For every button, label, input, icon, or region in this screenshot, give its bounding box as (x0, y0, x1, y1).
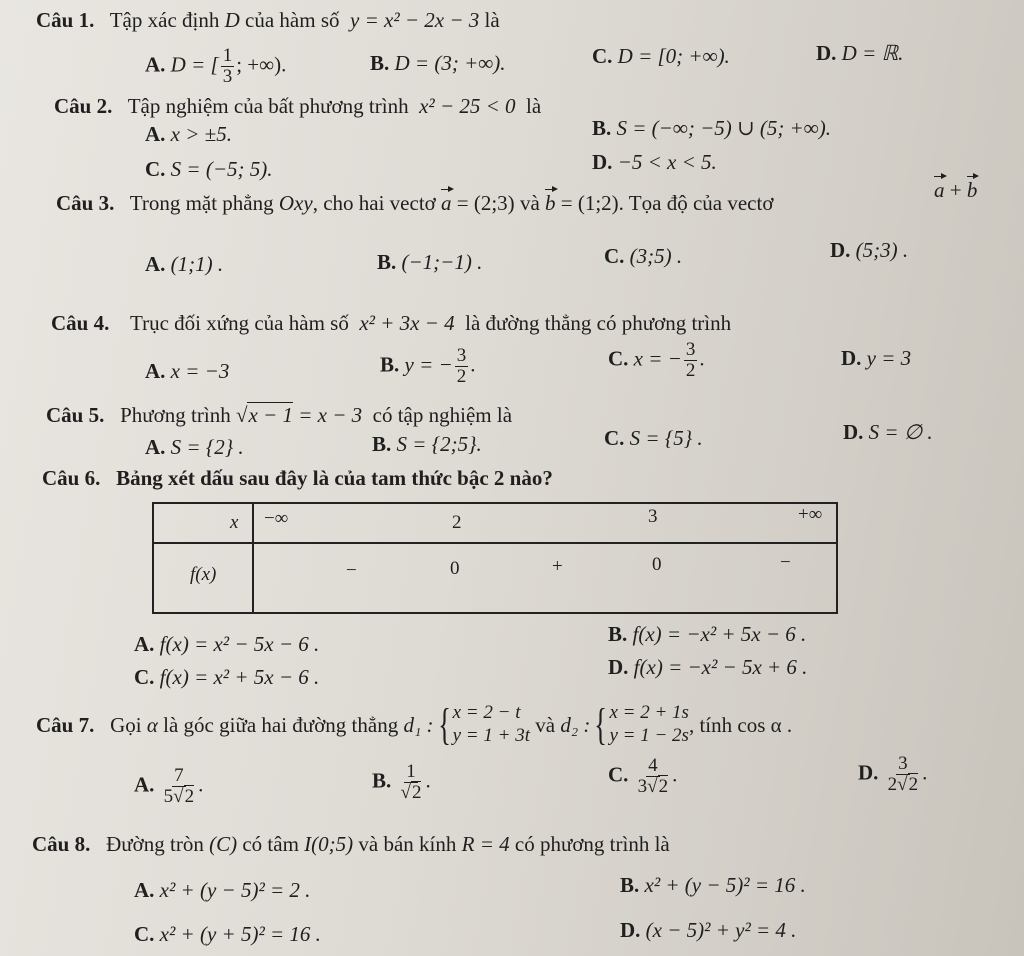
q2-option-d[interactable]: D. −5 < x < 5. (592, 150, 717, 174)
q1-option-a[interactable]: A. D = [ $\frac{1}{3}$ ; +∞). (145, 45, 287, 87)
q7-option-c[interactable]: C. $\frac{4}{3√2}$ . (608, 755, 678, 797)
radicand: x − 1 (248, 403, 293, 427)
x-label: x (230, 512, 239, 533)
fx-label: f(x) (190, 564, 217, 585)
question-8: Câu 8. Đường tròn (C) có tâm I(0;5) và bán kính R = 4 có phương trình là (32, 832, 670, 856)
q4-option-a[interactable]: A. x = −3 (145, 359, 230, 383)
fraction: $\frac{1}{3}$ (222, 45, 233, 87)
plus-infinity: +∞ (798, 504, 823, 525)
q1-option-b[interactable]: B. D = (3; +∞). (370, 51, 506, 75)
vector-sum: a + b (934, 178, 978, 202)
root-2: 2 (452, 512, 462, 533)
sign-3: − (780, 552, 791, 573)
q4-option-d[interactable]: D. y = 3 (841, 346, 912, 370)
vector-b: b (545, 191, 556, 215)
q3-option-b[interactable]: B. (−1;−1) . (377, 250, 483, 274)
question-3: Câu 3. Trong mặt phẳng Oxy, cho hai vectơ a = (2;3) và b = (1;2). Tọa độ của vectơ (56, 191, 774, 215)
q3-option-d[interactable]: D. (5;3) . (830, 238, 909, 262)
q2-option-b[interactable]: B. S = (−∞; −5) ∪ (5; +∞). (592, 116, 831, 140)
q5-option-a[interactable]: A. S = {2} . (145, 435, 244, 459)
root-3: 3 (648, 506, 658, 527)
q7-option-a[interactable]: A. $\frac{7}{5√2}$ . (134, 765, 204, 807)
q3-option-a[interactable]: A. (1;1) . (145, 252, 224, 276)
q1-option-d[interactable]: D. D = ℝ. (816, 41, 904, 65)
question-1: Câu 1. Tập xác định D của hàm số y = x² − 2x − 3 là (36, 8, 500, 32)
q6-option-c[interactable]: C. f(x) = x² + 5x − 6 . (134, 665, 320, 689)
q2-option-c[interactable]: C. S = (−5; 5). (145, 157, 273, 181)
minus-infinity: −∞ (264, 508, 289, 529)
question-4: Câu 4. Trục đối xứng của hàm số x² + 3x − 4 là đường thẳng có phương trình (51, 311, 732, 335)
sign-2: + (552, 556, 563, 577)
q4-option-c[interactable]: C. x = − $\frac{3}{2}$ . (608, 339, 705, 381)
q7-option-b[interactable]: B. $\frac{1}{√2}$ . (372, 761, 431, 803)
sign-table (152, 502, 838, 614)
line-d2-system: { x = 2 + 1s y = 1 − 2s (594, 700, 689, 749)
q6-option-b[interactable]: B. f(x) = −x² + 5x − 6 . (608, 622, 807, 646)
question-2: Câu 2. Tập nghiệm của bất phương trình x² − 25 < 0 là (54, 94, 542, 118)
sign-1: − (346, 560, 357, 581)
q5-option-d[interactable]: D. S = ∅ . (843, 420, 933, 444)
question-7: Câu 7. Gọi α là góc giữa hai đường thẳng d₁ : { x = 2 − t y = 1 + 3t và d₂ : { x = 2 + 1s y = 1 − 2s , tính cos α . (36, 700, 793, 749)
q6-option-a[interactable]: A. f(x) = x² − 5x − 6 . (134, 632, 320, 656)
q3-option-c[interactable]: C. (3;5) . (604, 244, 683, 268)
q2-option-a[interactable]: A. x > ±5. (145, 122, 232, 146)
zero-1: 0 (450, 558, 460, 579)
zero-2: 0 (652, 554, 662, 575)
q5-option-b[interactable]: B. S = {2;5}. (372, 432, 482, 456)
q8-option-b[interactable]: B. x² + (y − 5)² = 16 . (620, 873, 806, 897)
q5-option-c[interactable]: C. S = {5} . (604, 426, 703, 450)
question-6: Câu 6. Bảng xét dấu sau đây là của tam thức bậc 2 nào? (42, 466, 553, 490)
line-d1-system: { x = 2 − t y = 1 + 3t (437, 700, 530, 749)
q4-option-b[interactable]: B. y = − $\frac{3}{2}$ . (380, 345, 476, 387)
vector-a: a (441, 191, 452, 215)
q6-option-d[interactable]: D. f(x) = −x² − 5x + 6 . (608, 655, 808, 679)
q8-option-a[interactable]: A. x² + (y − 5)² = 2 . (134, 878, 311, 902)
q8-option-d[interactable]: D. (x − 5)² + y² = 4 . (620, 918, 797, 942)
question-5: Câu 5. Phương trình √x − 1 = x − 3 có tập nghiệm là (46, 403, 513, 427)
q7-option-d[interactable]: D. $\frac{3}{2√2}$ . (858, 753, 928, 795)
q8-option-c[interactable]: C. x² + (y + 5)² = 16 . (134, 922, 321, 946)
q1-option-c[interactable]: C. D = [0; +∞). (592, 44, 730, 68)
